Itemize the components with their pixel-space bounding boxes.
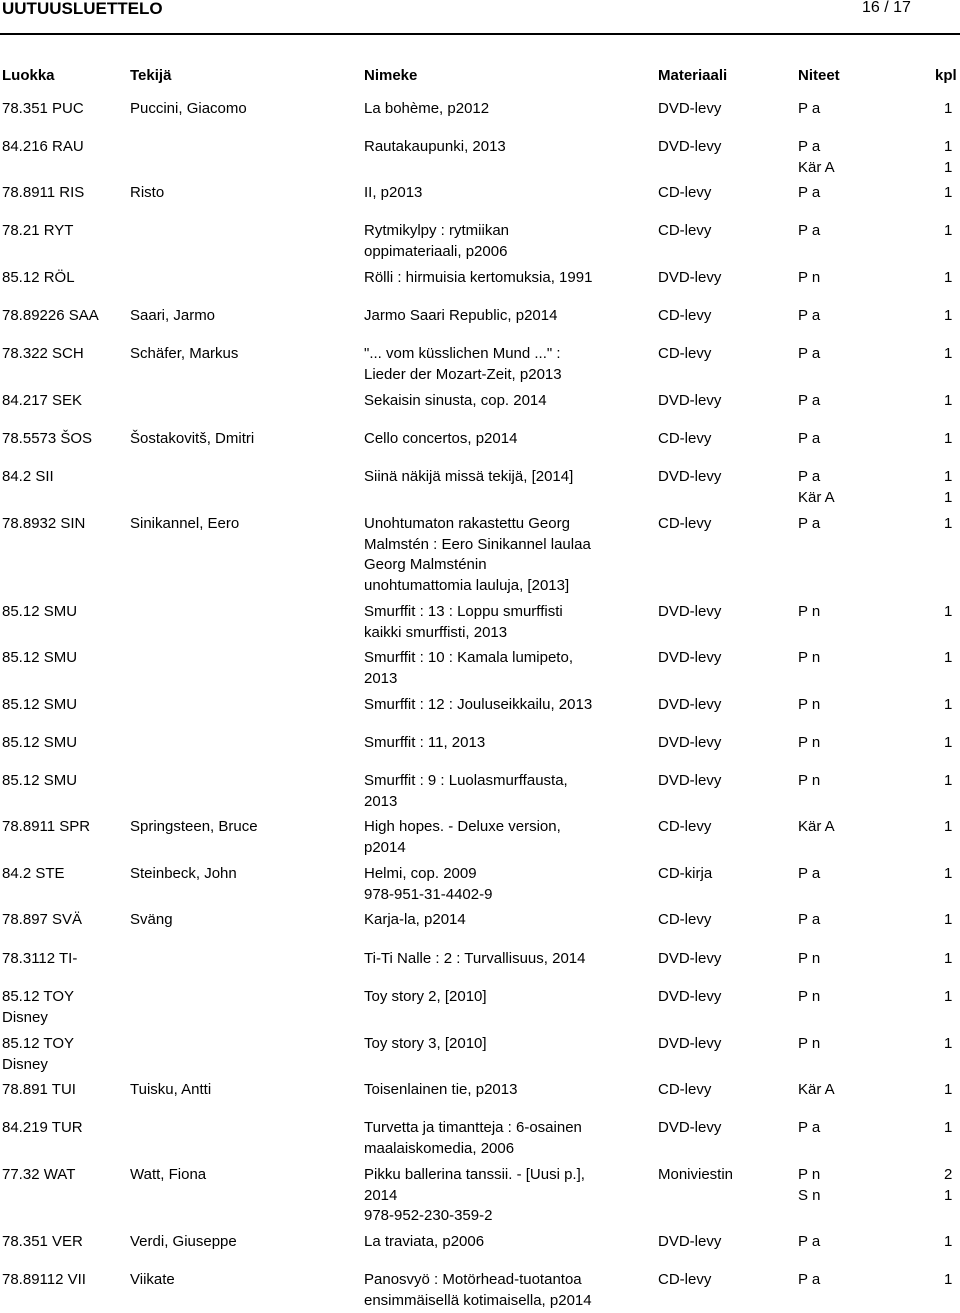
cell-tekija: Watt, Fiona bbox=[130, 1166, 207, 1183]
cell-kpl: 1 bbox=[944, 950, 953, 967]
cell-luokka: 85.12 TOY Disney bbox=[2, 1035, 74, 1073]
cell-materiaali: DVD-levy bbox=[658, 1119, 722, 1136]
cell-materiaali: CD-levy bbox=[658, 222, 712, 239]
cell-nimeke: Cello concertos, p2014 bbox=[364, 430, 518, 447]
cell-kpl: 1 bbox=[944, 345, 953, 362]
cell-luokka: 84.2 STE bbox=[2, 865, 65, 882]
header-rule bbox=[0, 33, 960, 35]
cell-niteet: P a bbox=[798, 1271, 821, 1288]
cell-niteet: Kär A bbox=[798, 1081, 835, 1098]
cell-kpl: 1 bbox=[944, 269, 953, 286]
cell-nimeke: Panosvyö : Motörhead-tuotantoa ensimmäisellä kotimaisella, p2014 bbox=[364, 1271, 592, 1309]
cell-nimeke: Smurffit : 9 : Luolasmurffausta, 2013 bbox=[364, 772, 568, 810]
cell-luokka: 78.8911 SPR bbox=[2, 818, 91, 835]
cell-nimeke: Rölli : hirmuisia kertomuksia, 1991 bbox=[364, 269, 593, 286]
cell-kpl: 1 bbox=[944, 818, 953, 835]
cell-niteet: P a bbox=[798, 1233, 821, 1250]
cell-tekija: Verdi, Giuseppe bbox=[130, 1233, 237, 1250]
cell-kpl: 1 bbox=[944, 649, 953, 666]
cell-niteet: P a bbox=[798, 911, 821, 928]
cell-niteet: P a bbox=[798, 222, 821, 239]
cell-niteet: P n bbox=[798, 696, 821, 713]
cell-luokka: 84.217 SEK bbox=[2, 392, 83, 409]
cell-niteet: P a bbox=[798, 515, 821, 532]
cell-luokka: 78.8932 SIN bbox=[2, 515, 86, 532]
cell-nimeke: Smurffit : 11, 2013 bbox=[364, 734, 486, 751]
cell-niteet: Kär A bbox=[798, 818, 835, 835]
column-header-luokka: Luokka bbox=[2, 67, 55, 84]
cell-kpl: 1 bbox=[944, 1035, 953, 1052]
cell-niteet: P n bbox=[798, 1035, 821, 1052]
cell-tekija: Risto bbox=[130, 184, 165, 201]
cell-kpl: 1 1 bbox=[944, 468, 953, 506]
cell-niteet: P a bbox=[798, 392, 821, 409]
cell-niteet: P a bbox=[798, 307, 821, 324]
page-current: 16 bbox=[862, 0, 880, 16]
cell-kpl: 1 bbox=[944, 696, 953, 713]
cell-niteet: P a bbox=[798, 184, 821, 201]
cell-tekija: Tuisku, Antti bbox=[130, 1081, 212, 1098]
cell-materiaali: CD-levy bbox=[658, 1271, 712, 1288]
cell-luokka: 85.12 SMU bbox=[2, 696, 78, 713]
cell-nimeke: Smurffit : 10 : Kamala lumipeto, 2013 bbox=[364, 649, 573, 687]
cell-materiaali: DVD-levy bbox=[658, 734, 722, 751]
cell-materiaali: DVD-levy bbox=[658, 468, 722, 485]
cell-nimeke: Siinä näkijä missä tekijä, [2014] bbox=[364, 468, 574, 485]
cell-nimeke: High hopes. - Deluxe version, p2014 bbox=[364, 818, 561, 856]
cell-tekija: Steinbeck, John bbox=[130, 865, 237, 882]
cell-nimeke: Ti-Ti Nalle : 2 : Turvallisuus, 2014 bbox=[364, 950, 586, 967]
cell-tekija: Schäfer, Markus bbox=[130, 345, 239, 362]
cell-nimeke: Sekaisin sinusta, cop. 2014 bbox=[364, 392, 547, 409]
cell-tekija: Puccini, Giacomo bbox=[130, 100, 247, 117]
cell-niteet: P a bbox=[798, 1119, 821, 1136]
cell-niteet: P a Kär A bbox=[798, 138, 835, 176]
cell-luokka: 78.351 PUC bbox=[2, 100, 84, 117]
cell-materiaali: Moniviestin bbox=[658, 1166, 734, 1183]
cell-materiaali: CD-levy bbox=[658, 515, 712, 532]
cell-luokka: 85.12 SMU bbox=[2, 603, 78, 620]
cell-materiaali: CD-levy bbox=[658, 911, 712, 928]
cell-materiaali: DVD-levy bbox=[658, 772, 722, 789]
cell-luokka: 85.12 RÖL bbox=[2, 269, 75, 286]
cell-kpl: 1 bbox=[944, 603, 953, 620]
cell-materiaali: DVD-levy bbox=[658, 988, 722, 1005]
cell-niteet: P a Kär A bbox=[798, 468, 835, 506]
cell-luokka: 78.89112 VII bbox=[2, 1271, 86, 1288]
cell-nimeke: Toy story 2, [2010] bbox=[364, 988, 487, 1005]
page-number bbox=[862, 0, 911, 17]
column-header-niteet: Niteet bbox=[798, 67, 840, 84]
cell-kpl: 1 bbox=[944, 430, 953, 447]
cell-luokka: 84.2 SII bbox=[2, 468, 54, 485]
cell-kpl: 2 1 bbox=[944, 1166, 953, 1204]
column-header-kpl: kpl bbox=[935, 67, 957, 84]
cell-materiaali: CD-levy bbox=[658, 345, 712, 362]
cell-luokka: 78.8911 RIS bbox=[2, 184, 85, 201]
cell-materiaali: CD-levy bbox=[658, 1081, 712, 1098]
cell-materiaali: DVD-levy bbox=[658, 269, 722, 286]
column-header-materiaali: Materiaali bbox=[658, 67, 728, 84]
cell-materiaali: CD-levy bbox=[658, 430, 712, 447]
cell-kpl: 1 bbox=[944, 772, 953, 789]
cell-kpl: 1 bbox=[944, 515, 953, 532]
cell-luokka: 78.897 SVÄ bbox=[2, 911, 83, 928]
cell-materiaali: CD-levy bbox=[658, 818, 712, 835]
cell-materiaali: DVD-levy bbox=[658, 392, 722, 409]
cell-nimeke: Turvetta ja timantteja : 6-osainen maalaiskomedia, 2006 bbox=[364, 1119, 582, 1157]
cell-nimeke: Unohtumaton rakastettu Georg Malmstén : Eero Sinikannel laulaa Georg Malmsténin unohtumattomia lauluja, [2013] bbox=[364, 515, 591, 594]
cell-niteet: P n bbox=[798, 269, 821, 286]
cell-tekija: Viikate bbox=[130, 1271, 175, 1288]
cell-materiaali: DVD-levy bbox=[658, 138, 722, 155]
cell-materiaali: DVD-levy bbox=[658, 696, 722, 713]
column-header-nimeke: Nimeke bbox=[364, 67, 418, 84]
cell-niteet: P a bbox=[798, 100, 821, 117]
cell-luokka: 85.12 SMU bbox=[2, 734, 78, 751]
cell-tekija: Sväng bbox=[130, 911, 173, 928]
page-separator: / bbox=[884, 0, 889, 16]
cell-luokka: 78.21 RYT bbox=[2, 222, 74, 239]
cell-kpl: 1 bbox=[944, 988, 953, 1005]
cell-luokka: 78.3112 TI- bbox=[2, 950, 78, 967]
cell-nimeke: Helmi, cop. 2009 978-951-31-4402-9 bbox=[364, 865, 493, 903]
column-header-tekija: Tekijä bbox=[130, 67, 172, 84]
cell-materiaali: DVD-levy bbox=[658, 1035, 722, 1052]
cell-materiaali: DVD-levy bbox=[658, 603, 722, 620]
cell-materiaali: DVD-levy bbox=[658, 950, 722, 967]
cell-materiaali: CD-levy bbox=[658, 184, 712, 201]
cell-nimeke: Pikku ballerina tanssii. - [Uusi p.], 2014 978-952-230-359-2 bbox=[364, 1166, 585, 1224]
cell-kpl: 1 1 bbox=[944, 138, 953, 176]
cell-nimeke: "... vom küsslichen Mund ..." : Lieder der Mozart-Zeit, p2013 bbox=[364, 345, 562, 383]
cell-kpl: 1 bbox=[944, 184, 953, 201]
cell-nimeke: Toisenlainen tie, p2013 bbox=[364, 1081, 518, 1098]
cell-kpl: 1 bbox=[944, 100, 953, 117]
cell-nimeke: La traviata, p2006 bbox=[364, 1233, 485, 1250]
cell-tekija: Šostakovitš, Dmitri bbox=[130, 430, 255, 447]
cell-kpl: 1 bbox=[944, 392, 953, 409]
cell-luokka: 85.12 SMU bbox=[2, 649, 78, 666]
cell-niteet: P a bbox=[798, 865, 821, 882]
cell-niteet: P a bbox=[798, 430, 821, 447]
cell-luokka: 78.891 TUI bbox=[2, 1081, 76, 1098]
cell-kpl: 1 bbox=[944, 1271, 953, 1288]
cell-kpl: 1 bbox=[944, 734, 953, 751]
cell-niteet: P n bbox=[798, 649, 821, 666]
cell-tekija: Saari, Jarmo bbox=[130, 307, 216, 324]
cell-luokka: 78.322 SCH bbox=[2, 345, 84, 362]
cell-nimeke: Rytmikylpy : rytmiikan oppimateriaali, p2006 bbox=[364, 222, 510, 260]
cell-luokka: 77.32 WAT bbox=[2, 1166, 76, 1183]
cell-nimeke: Toy story 3, [2010] bbox=[364, 1035, 487, 1052]
cell-materiaali: CD-levy bbox=[658, 307, 712, 324]
cell-niteet: P n S n bbox=[798, 1166, 821, 1204]
cell-niteet: P n bbox=[798, 950, 821, 967]
cell-niteet: P n bbox=[798, 734, 821, 751]
page-total: 17 bbox=[893, 0, 911, 16]
cell-luokka: 78.351 VER bbox=[2, 1233, 83, 1250]
cell-nimeke: Jarmo Saari Republic, p2014 bbox=[364, 307, 558, 324]
cell-materiaali: DVD-levy bbox=[658, 100, 722, 117]
cell-kpl: 1 bbox=[944, 222, 953, 239]
cell-kpl: 1 bbox=[944, 911, 953, 928]
cell-niteet: P n bbox=[798, 603, 821, 620]
cell-nimeke: Smurffit : 13 : Loppu smurffisti kaikki smurffisti, 2013 bbox=[364, 603, 563, 641]
cell-niteet: P a bbox=[798, 345, 821, 362]
cell-luokka: 84.216 RAU bbox=[2, 138, 84, 155]
cell-tekija: Springsteen, Bruce bbox=[130, 818, 258, 835]
cell-niteet: P n bbox=[798, 988, 821, 1005]
cell-kpl: 1 bbox=[944, 307, 953, 324]
cell-nimeke: Karja-la, p2014 bbox=[364, 911, 466, 928]
cell-kpl: 1 bbox=[944, 1081, 953, 1098]
cell-kpl: 1 bbox=[944, 1233, 953, 1250]
cell-kpl: 1 bbox=[944, 1119, 953, 1136]
cell-nimeke: Rautakaupunki, 2013 bbox=[364, 138, 506, 155]
cell-luokka: 85.12 TOY Disney bbox=[2, 988, 74, 1026]
cell-kpl: 1 bbox=[944, 865, 953, 882]
cell-tekija: Sinikannel, Eero bbox=[130, 515, 240, 532]
cell-luokka: 78.5573 ŠOS bbox=[2, 430, 93, 447]
cell-luokka: 78.89226 SAA bbox=[2, 307, 99, 324]
cell-niteet: P n bbox=[798, 772, 821, 789]
cell-nimeke: La bohème, p2012 bbox=[364, 100, 490, 117]
cell-materiaali: DVD-levy bbox=[658, 649, 722, 666]
cell-luokka: 84.219 TUR bbox=[2, 1119, 83, 1136]
cell-nimeke: Smurffit : 12 : Jouluseikkailu, 2013 bbox=[364, 696, 593, 713]
cell-materiaali: DVD-levy bbox=[658, 1233, 722, 1250]
page-title: UUTUUSLUETTELO bbox=[2, 0, 163, 18]
cell-nimeke: II, p2013 bbox=[364, 184, 423, 201]
cell-luokka: 85.12 SMU bbox=[2, 772, 78, 789]
cell-materiaali: CD-kirja bbox=[658, 865, 713, 882]
